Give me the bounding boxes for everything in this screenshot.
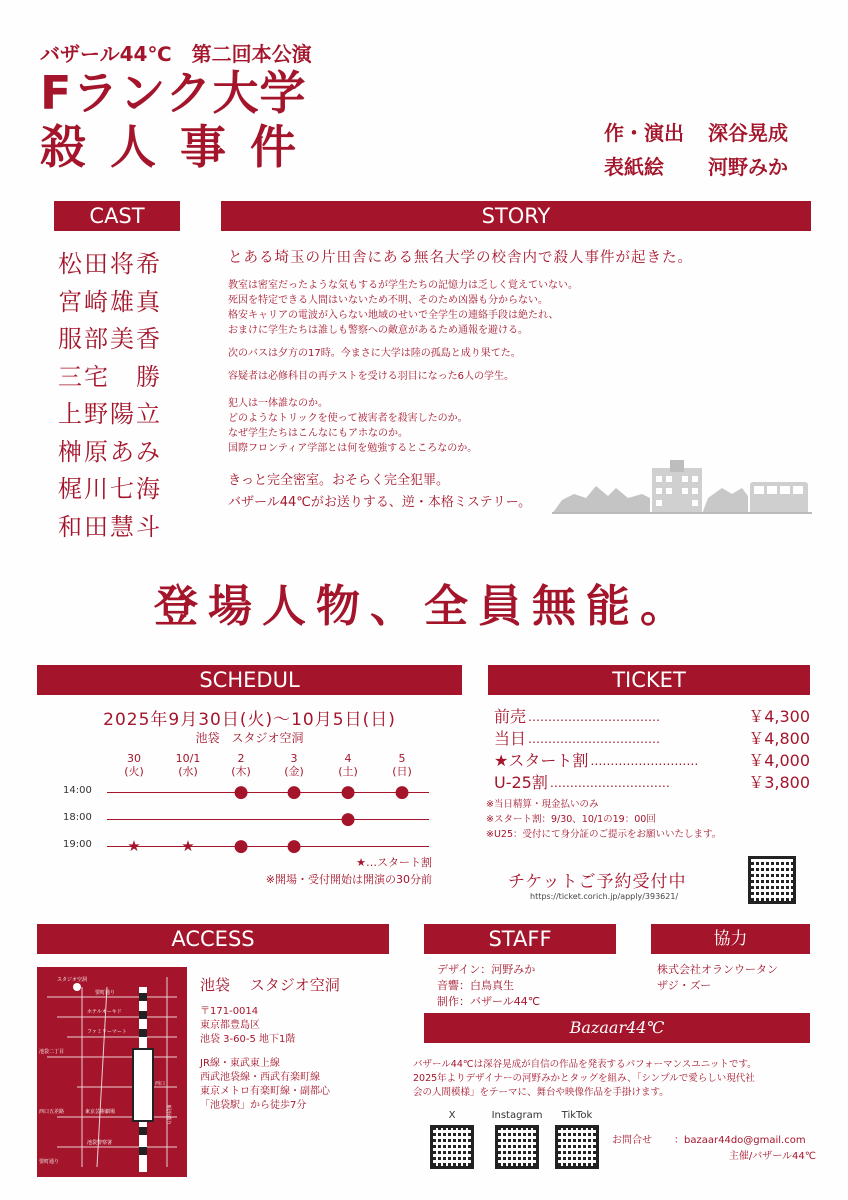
svg-text:ホテルオーキド: ホテルオーキド: [87, 1009, 122, 1015]
staff-line: 制作：バザール44℃: [437, 995, 541, 1008]
story-closing-1: きっと完全密室。おそらく完全犯罪。: [228, 473, 450, 488]
ticket-label: 当日: [494, 729, 527, 748]
ticket-qr-code[interactable]: [748, 856, 796, 904]
contact: [612, 1133, 822, 1165]
ticket-heading: TICKET: [488, 665, 810, 695]
ticket-price: ￥4,300: [748, 707, 810, 726]
schedule-venue: 池袋 スタジオ空洞: [195, 731, 304, 745]
address-line: 〒171-0014: [200, 1006, 259, 1017]
ticket-price: ￥3,800: [748, 773, 810, 792]
cast-member: 上野陽立: [58, 400, 162, 428]
schedule-day-date: 10/1: [175, 752, 201, 765]
story-p1: [228, 278, 818, 338]
cooperation-heading: 協力: [651, 924, 810, 954]
story-lead: とある埼玉の片田舎にある無名大学の校舎内で殺人事件が起きた。: [228, 250, 693, 266]
staff-line: デザイン：河野みか: [437, 963, 536, 976]
access-info: [200, 974, 390, 1113]
ticket-dots: ……………………………: [528, 710, 661, 724]
contact-line: [612, 1133, 822, 1149]
access-map: [37, 967, 187, 1177]
cast-member: 梶川七海: [58, 475, 162, 503]
schedule-time-label: 18:00: [63, 812, 92, 823]
schedule-dot-mark: ●: [340, 782, 356, 802]
schedule-dot-mark: ●: [286, 836, 302, 856]
ticket-dots: …………………………: [549, 776, 670, 790]
ticket-label: 前売: [494, 707, 527, 726]
social-instagram-label: Instagram: [491, 1110, 543, 1121]
ticket-dots: ………………………: [590, 754, 699, 768]
access-address: [200, 1005, 390, 1047]
subtitle: バザール44℃ 第二回本公演: [40, 42, 312, 66]
story-heading: STORY: [221, 201, 811, 231]
staff-list: [437, 962, 540, 1010]
tagline: 登場人物、全員無能。: [154, 581, 694, 632]
schedule-dates: 2025年9月30日(火)〜10月5日(日): [103, 710, 396, 730]
schedule-day-dow: (水): [178, 765, 198, 778]
ticket-label: ★スタート割: [494, 751, 589, 770]
credit-writer-name: 深谷晃成: [708, 121, 788, 145]
schedule-day-dow: (土): [338, 765, 358, 778]
brand-logo: Bazaar44℃: [569, 1018, 665, 1037]
schedule-time-label: 19:00: [63, 839, 92, 850]
contact-label: お問合せ: [612, 1135, 652, 1146]
svg-text:要町通り: 要町通り: [95, 990, 116, 996]
schedule-day-dow: (木): [231, 765, 251, 778]
schedule-star-mark: ★: [127, 837, 141, 855]
ticket-notes: [486, 797, 816, 842]
ticket-price: ￥4,800: [748, 729, 810, 748]
ticket-url-link[interactable]: https://ticket.corich.jp/apply/393621/: [530, 892, 679, 901]
svg-text:西口: 西口: [155, 1081, 166, 1087]
brand-description-line: 会の人間模様」をテーマに、舞台や映像作品を手掛けます。: [413, 1087, 669, 1098]
schedule-day-dow: (火): [124, 765, 144, 778]
schedule-dot-mark: ●: [286, 782, 302, 802]
cooperation-list: [657, 962, 778, 994]
credit-writer-role: 作・演出: [604, 121, 684, 145]
story-line: 格安キャリアの電波が入らない地域のせいで全学生の連絡手段は絶たれ、: [228, 310, 559, 321]
header: [40, 38, 400, 178]
schedule-day-dow: (日): [392, 765, 412, 778]
credit-illustration-name: 河野みか: [708, 155, 788, 179]
schedule-day-header: [272, 752, 316, 778]
ticket-row: [494, 728, 810, 750]
social-instagram-qr-code[interactable]: [495, 1125, 539, 1169]
staff-heading: STAFF: [424, 924, 616, 954]
schedule-row-line: [107, 846, 429, 847]
svg-text:明治通り: 明治通り: [165, 1105, 171, 1126]
organizer: 主催/バザール44℃: [728, 1151, 816, 1162]
ticket-row: [494, 772, 810, 794]
schedule-day-dow: (金): [284, 765, 304, 778]
train-line: JR線・東武東上線: [200, 1058, 280, 1069]
access-venue: 池袋 スタジオ空洞: [200, 976, 340, 994]
title-line2: 殺 人 事 件: [40, 120, 301, 174]
schedule-dot-mark: ●: [233, 782, 249, 802]
schedule-star-mark: ★: [181, 837, 195, 855]
ticket-dots: ……………………………: [528, 732, 661, 746]
social-tiktok-qr-code[interactable]: [555, 1125, 599, 1169]
story-p4: [228, 396, 818, 456]
ticket-row: [494, 750, 810, 772]
contact-email-link[interactable]: ：bazaar44do@gmail.com: [674, 1135, 806, 1146]
story-line: 教室は密室だったような気もするが学生たちの記憶力は乏しく覚えていない。: [228, 280, 578, 291]
credit-writer: [604, 116, 824, 150]
address-line: 池袋 3-60-5 地下1階: [200, 1034, 296, 1045]
svg-text:要町通り: 要町通り: [39, 1159, 60, 1165]
schedule-day-date: 2: [237, 752, 245, 765]
story-line: 死因を特定できる人間はいないため不明、そのため凶器も分からない。: [228, 295, 548, 306]
cast-member: 三宅 勝: [58, 362, 162, 391]
brand-description-line: 2025年よりデザイナーの河野みかとタッグを組み、「シンプルで愛らしい現代社: [413, 1073, 755, 1084]
svg-text:西口五差路: 西口五差路: [39, 1109, 65, 1115]
credit-illustration: [604, 150, 824, 184]
train-line: 東京メトロ有楽町線・副都心: [200, 1086, 330, 1097]
ticket-list: [494, 706, 810, 794]
brand-description-line: バザール44℃は深谷晃成が自信の作品を発表するパフォーマンスユニットです。: [413, 1059, 757, 1070]
story-p3: 容疑者は必修科目の再テストを受ける羽目になった6人の学生。: [228, 371, 514, 382]
campus-silhouette-illustration: [552, 458, 812, 514]
svg-text:池袋二丁目: 池袋二丁目: [39, 1049, 65, 1055]
ticket-note: ※スタート割：9/30、10/1の19：00回: [486, 814, 656, 825]
svg-text:池袋警察署: 池袋警察署: [87, 1140, 113, 1146]
social-instagram[interactable]: [486, 1110, 548, 1169]
cast-list: [58, 246, 188, 546]
schedule-day-header: [326, 752, 370, 778]
social-x-qr-code[interactable]: [430, 1125, 474, 1169]
social-x[interactable]: [427, 1110, 477, 1169]
schedule-day-date: 3: [290, 752, 298, 765]
schedule-day-header: [112, 752, 156, 778]
story-line: なぜ学生たちはこんなにもアホなのか。: [228, 428, 408, 439]
svg-text:ファミリーマート: ファミリーマート: [87, 1029, 127, 1035]
cooperation-line: ザジ・ズー: [657, 979, 712, 992]
schedule-time-label: 14:00: [63, 785, 92, 796]
schedule-day-header: [380, 752, 424, 778]
story-line: 犯人は一体誰なのか。: [228, 398, 328, 409]
schedule-note: ※開場・受付開始は開演の30分前: [265, 873, 432, 886]
cast-member: 宮崎雄真: [58, 287, 162, 316]
address-line: 東京都豊島区: [200, 1020, 260, 1031]
schedule-dot-mark: ●: [394, 782, 410, 802]
title-line1: Fランク大学: [40, 66, 307, 120]
social-x-label: X: [448, 1110, 456, 1121]
schedule-day-date: 5: [398, 752, 406, 765]
cast-heading: CAST: [54, 201, 180, 231]
schedule-dot-mark: ●: [233, 836, 249, 856]
cooperation-line: 株式会社オランウータン: [657, 963, 778, 976]
ticket-reserve-label: チケットご予約受付中: [508, 872, 687, 892]
train-line: 「池袋駅」から徒歩7分: [200, 1100, 307, 1111]
cast-member: 和田慧斗: [58, 512, 162, 541]
ticket-price: ￥4,000: [748, 751, 810, 770]
schedule-day-header: [219, 752, 263, 778]
ticket-note: ※U25：受付にて身分証のご提示をお願いいたします。: [486, 829, 722, 840]
cast-member: 松田将希: [58, 250, 162, 278]
cast-member: 服部美香: [58, 325, 162, 353]
story-line: 国際フロンティア学部とは何を勉強するところなのか。: [228, 443, 478, 454]
ticket-label: U-25割: [494, 773, 548, 792]
schedule-row-line: [107, 819, 429, 820]
schedule-legend: ★…スタート割: [356, 856, 432, 869]
train-line: 西武池袋線・西武有楽町線: [200, 1072, 320, 1083]
svg-text:スタジオ空洞: スタジオ空洞: [57, 977, 88, 983]
staff-line: 音響：白鳥真生: [437, 979, 514, 992]
social-tiktok[interactable]: [552, 1110, 602, 1169]
credits: [604, 116, 824, 184]
schedule-row-line: [107, 792, 429, 793]
story-p2: 次のバスは夕方の17時。今まさに大学は陸の孤島と成り果てた。: [228, 348, 521, 359]
schedule-dot-mark: ●: [340, 809, 356, 829]
access-heading: ACCESS: [37, 924, 389, 954]
story-line: おまけに学生たちは誰しも警察への敵意があるため通報を避ける。: [228, 325, 528, 336]
schedule-heading: SCHEDUL: [37, 665, 462, 695]
schedule-day-date: 30: [127, 752, 141, 765]
story-closing-2: バザール44℃がお送りする、逆・本格ミステリー。: [228, 495, 532, 510]
schedule-day-date: 4: [344, 752, 352, 765]
credit-illustration-role: 表紙絵: [604, 155, 664, 179]
brand-description: [413, 1058, 823, 1100]
brand-logo-bar: [424, 1013, 810, 1043]
ticket-row: [494, 706, 810, 728]
access-lines: [200, 1057, 390, 1113]
cast-member: 榊原あみ: [58, 437, 162, 466]
story-line: どのようなトリックを使って被害者を殺害したのか。: [228, 413, 468, 424]
schedule-day-header: [166, 752, 210, 778]
ticket-note: ※当日精算・現金払いのみ: [486, 799, 599, 810]
svg-text:東京芸術劇場: 東京芸術劇場: [85, 1109, 116, 1115]
social-tiktok-label: TikTok: [561, 1110, 593, 1121]
